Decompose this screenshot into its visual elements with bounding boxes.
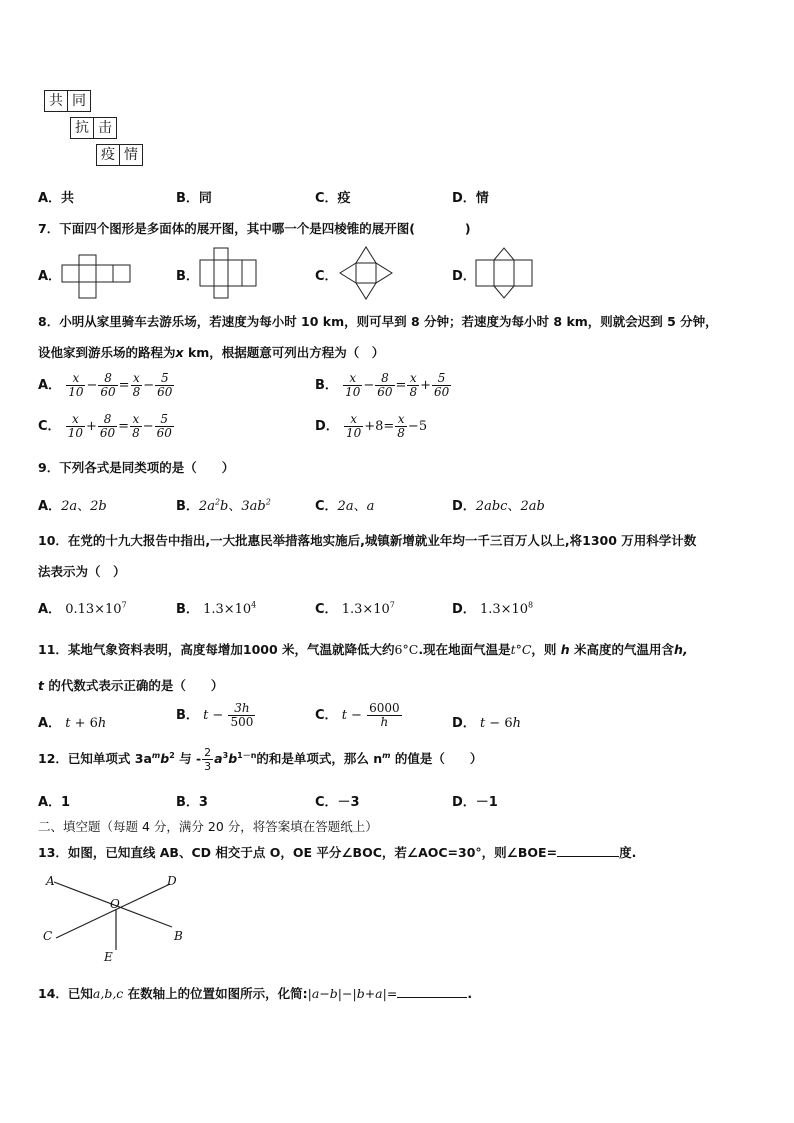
- q9-option-c: C．2a、a: [315, 499, 375, 514]
- q7-label-b: B．: [176, 269, 199, 284]
- q9-option-b: B．$2a^2b$、$3ab^2$: [176, 497, 271, 514]
- q10-option-a: A． $0.13\times 10^7$: [38, 600, 127, 617]
- q8-option-b: B． $\frac{x}{10}$ − $\frac{8}{60}$ = $\frac{x}{8}$ + $\frac{5}{60}$: [315, 371, 450, 399]
- q6-option-d: D．情: [452, 191, 489, 206]
- q13-point-a: A: [46, 874, 55, 888]
- q10-option-c: C． $1.3\times 10^7$: [315, 600, 395, 617]
- q13-point-o: O: [110, 897, 120, 911]
- q11-option-b: B． t − $\frac{3h}{500}$: [176, 701, 254, 729]
- q7-net-c-figure: [338, 245, 394, 301]
- cube-face-3: 抗: [70, 117, 94, 139]
- q10-option-b: B． $1.3\times 10^4$: [176, 600, 257, 617]
- q13-answer-blank[interactable]: [557, 844, 619, 857]
- q9-option-d: D．2abc、2ab: [452, 499, 545, 514]
- q13-point-e: E: [104, 950, 113, 964]
- q10-option-d: D． $1.3\times 10^8$: [452, 600, 534, 617]
- q9-stem: 9．下列各式是同类项的是（ ）: [38, 460, 235, 475]
- cube-face-5: 疫: [96, 144, 120, 166]
- q10-stem-line2: 法表示为（ ）: [38, 564, 126, 579]
- q12-option-b: B．3: [176, 795, 208, 810]
- q12-option-a: A．1: [38, 795, 71, 810]
- q8-option-d: D． $\frac{x}{10}$ +8= $\frac{x}{8}$ −5: [315, 412, 428, 440]
- q7-label-c: C．: [315, 269, 338, 284]
- cube-face-6: 情: [119, 144, 143, 166]
- q11-option-c: C． t − $\frac{6000}{h}$: [315, 701, 400, 729]
- q12-option-d: D．－1: [452, 795, 498, 810]
- q11-option-a: A． t + 6h: [38, 716, 107, 731]
- q7-label-d: D．: [452, 269, 476, 284]
- q7-stem: 7．下面四个图形是多面体的展开图，其中哪一个是四棱锥的展开图( ): [38, 221, 471, 236]
- q10-stem-line1: 10．在党的十九大报告中指出,一大批惠民举措落地实施后,城镇新增就业年均一千三百万人以上,将1300 万用科学计数: [38, 533, 697, 548]
- q8-stem-line1: 8．小明从家里骑车去游乐场，若速度为每小时 10 km，则可早到 8 分钟；若速度为每小时 8 km，则就会迟到 5 分钟，: [38, 314, 718, 329]
- q6-option-b: B．同: [176, 191, 212, 206]
- q13-point-b: B: [174, 929, 183, 943]
- q13-angle-figure: [40, 872, 190, 964]
- q6-option-a: A．共: [38, 191, 75, 206]
- q7-net-a-figure: [62, 255, 132, 300]
- q11-option-d: D． t − 6h: [452, 716, 521, 731]
- q9-option-a: A．2a、2b: [38, 499, 107, 514]
- q13-stem: 13．如图，已知直线 AB、CD 相交于点 O，OE 平分∠BOC，若∠AOC=30°，则∠BOE= 度.: [38, 845, 637, 860]
- section-title-fill-blank: 二、填空题（每题 4 分，满分 20 分，将答案填在答题纸上）: [38, 819, 378, 834]
- q8-option-c: C． $\frac{x}{10}$ + $\frac{8}{60}$ = $\frac{x}{8}$ − $\frac{5}{60}$: [38, 412, 172, 440]
- q14-stem: 14．已知a,b,c 在数轴上的位置如图所示，化简:|a−b|−|b+a|= .: [38, 986, 473, 1001]
- q12-option-c: C．－3: [315, 795, 360, 810]
- q12-stem: 12．已知单项式 $3a^mb^2$ 与 - $\frac{2}{3}$ $a^3b^{1-n}$的和是单项式，那么 $n^m$ 的值是（ ）: [38, 746, 483, 773]
- q7-net-d-figure: [476, 248, 536, 300]
- q7-net-b-figure: [200, 248, 260, 300]
- q8-stem-line2: 设他家到游乐场的路程为x km，根据题意可列出方程为（ ）: [38, 345, 385, 360]
- q8-option-a: A． $\frac{x}{10}$ − $\frac{8}{60}$ = $\frac{x}{8}$ − $\frac{5}{60}$: [38, 371, 173, 399]
- q13-point-c: C: [43, 929, 53, 943]
- q11-stem-line1: 11．某地气象资料表明，高度每增加1000 米，气温就降低大约6°C.现在地面气温是t°C，则 h 米高度的气温用含h,: [38, 642, 688, 657]
- cube-face-1: 共: [44, 90, 68, 112]
- q14-answer-blank[interactable]: [397, 985, 467, 998]
- q13-point-d: D: [167, 874, 177, 888]
- cube-face-4: 击: [93, 117, 117, 139]
- q7-label-a: A．: [38, 269, 62, 284]
- cube-face-2: 同: [67, 90, 91, 112]
- q11-stem-line2: t 的代数式表示正确的是（ ）: [38, 678, 224, 693]
- q6-option-c: C．疫: [315, 191, 351, 206]
